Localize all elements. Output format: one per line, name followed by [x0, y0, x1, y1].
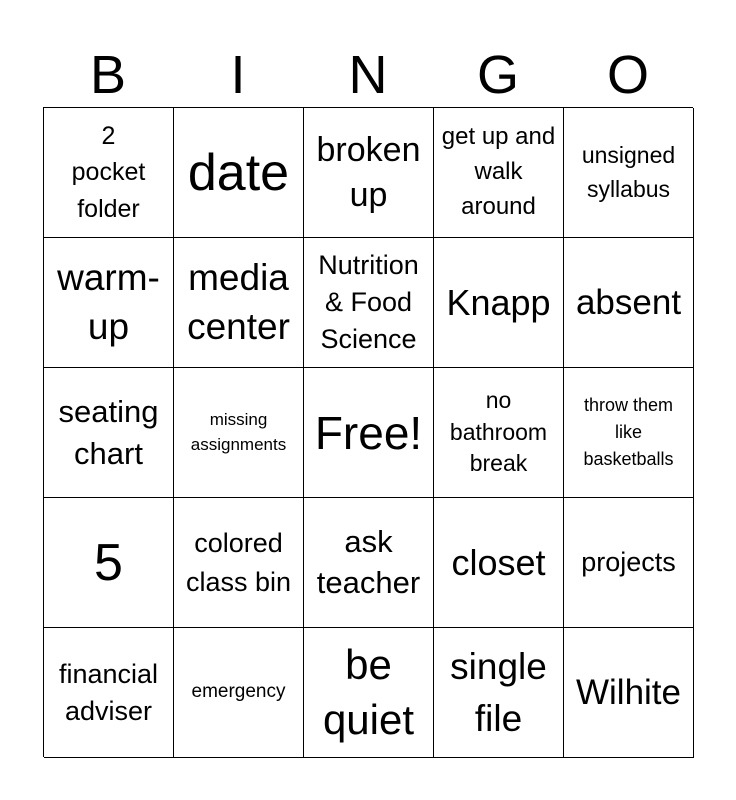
cell-text: missing assignments [190, 409, 287, 454]
header-letter-g: G [476, 45, 519, 105]
bingo-cell[interactable] [564, 108, 694, 238]
bingo-cell[interactable] [434, 498, 564, 628]
cell-text: ask teacher [316, 524, 421, 600]
cell-text: date [187, 143, 290, 202]
cell-text: no bathroom break [449, 386, 548, 477]
bingo-cell[interactable] [44, 238, 174, 368]
bingo-cell[interactable] [304, 108, 434, 238]
cell-text: unsigned syllabus [581, 142, 676, 202]
cell-text: media center [187, 257, 290, 347]
bingo-board [43, 107, 693, 757]
cell-text: projects [581, 546, 676, 577]
bingo-cell[interactable] [304, 628, 434, 758]
cell-text: Wilhite [575, 672, 682, 712]
header-letter-b: B [89, 45, 127, 105]
bingo-cell[interactable] [174, 368, 304, 498]
cell-text: colored class bin [185, 527, 292, 597]
cell-text: be quiet [322, 640, 415, 743]
cell-text: closet [451, 541, 546, 583]
bingo-cell[interactable] [564, 238, 694, 368]
bingo-cell[interactable] [304, 498, 434, 628]
cell-text: broken up [316, 131, 421, 214]
bingo-cell[interactable] [434, 628, 564, 758]
bingo-cell[interactable] [434, 238, 564, 368]
cell-text: absent [575, 282, 682, 322]
bingo-cell[interactable] [44, 498, 174, 628]
bingo-cell[interactable] [44, 628, 174, 758]
header-letter-n: N [348, 45, 388, 105]
header-letter-i: I [230, 45, 246, 105]
bingo-cell[interactable] [304, 238, 434, 368]
bingo-header [43, 42, 693, 108]
bingo-cell[interactable] [564, 498, 694, 628]
bingo-cell[interactable] [564, 368, 694, 498]
bingo-cell[interactable] [44, 368, 174, 498]
bingo-cell[interactable] [304, 368, 434, 498]
cell-text: get up and walk around [441, 123, 556, 220]
bingo-cell[interactable] [174, 628, 304, 758]
cell-text: 2 pocket folder [71, 122, 146, 223]
cell-text: single file [450, 646, 547, 739]
bingo-cell[interactable] [44, 108, 174, 238]
bingo-cell[interactable] [564, 628, 694, 758]
cell-text: seating chart [58, 394, 159, 471]
bingo-cell[interactable] [174, 498, 304, 628]
cell-text: emergency [191, 681, 286, 703]
cell-text: 5 [94, 533, 123, 592]
cell-text: throw them like basketballs [583, 395, 674, 469]
bingo-cell[interactable] [434, 368, 564, 498]
header-letter-o: O [606, 45, 649, 105]
cell-text: warm-up [57, 257, 160, 347]
cell-text: Free! [314, 406, 423, 459]
cell-text: financial adviser [58, 659, 159, 726]
bingo-cell[interactable] [174, 108, 304, 238]
bingo-cell[interactable] [434, 108, 564, 238]
cell-text: Knapp [446, 281, 551, 323]
bingo-cell[interactable] [174, 238, 304, 368]
cell-text: Nutrition & Food Science [318, 249, 419, 355]
